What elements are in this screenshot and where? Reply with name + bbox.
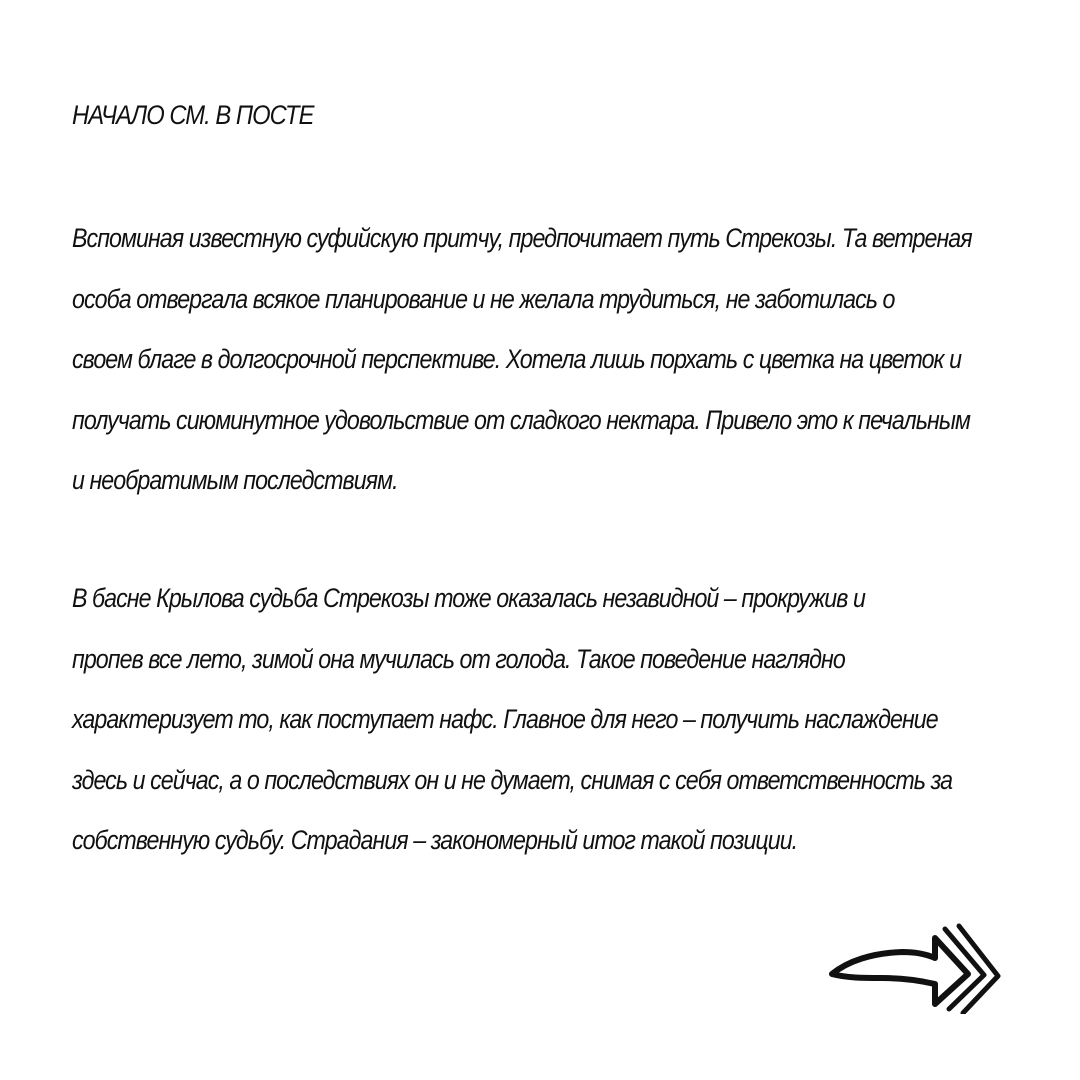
paragraph-1-line: получать сиюминутное удовольствие от сладкого нектара. Привело это к печальным — [72, 404, 970, 435]
paragraph-1-line: и необратимым последствиям. — [72, 465, 398, 495]
paragraph-2-line: пропев все лето, зимой она мучилась от голода. Такое поведение наглядно — [72, 643, 845, 674]
paragraph-1-line: Вспоминая известную суфийскую притчу, предпочитает путь Стрекозы. Та ветреная — [72, 223, 972, 253]
paragraph-1-line: особа отвергала всякое планирование и не желала трудиться, не заботилась о — [72, 283, 895, 314]
paragraph-2 — [72, 568, 953, 871]
next-arrow-icon[interactable] — [826, 918, 1006, 1014]
paragraph-2-line: собственную судьбу. Страдания – закономерный итог такой позиции. — [72, 825, 798, 855]
paragraph-1-line: своем благе в долгосрочной перспективе. Хотела лишь порхать с цветка на цветок и — [72, 344, 962, 374]
paragraph-2-line: В басне Крылова судьба Стрекозы тоже оказалась незавидной – прокружив и — [72, 583, 865, 613]
paragraph-2-line: характеризует то, как поступает нафс. Главное для него – получить наслаждение — [72, 704, 938, 734]
paragraph-1 — [72, 208, 972, 511]
intro-text: НАЧАЛО СМ. В ПОСТЕ — [72, 100, 314, 130]
paragraph-2-line: здесь и сейчас, а о последствиях он и не думает, снимая с себя ответственность за — [72, 764, 953, 795]
